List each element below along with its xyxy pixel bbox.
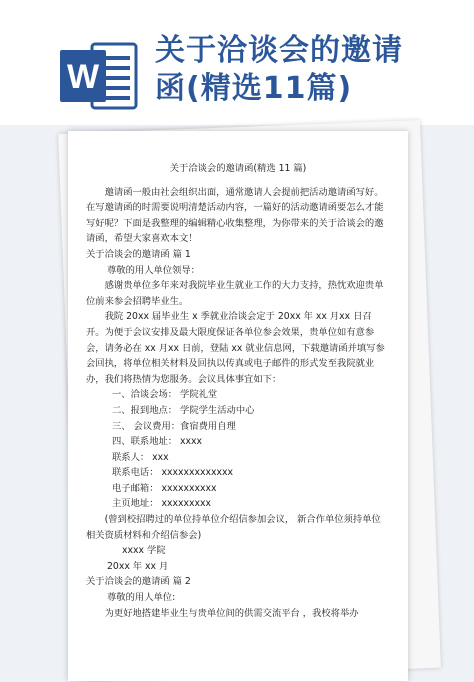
- signature-organization: xxxx 学院: [122, 545, 166, 557]
- homepage-address: 主页地址： xxxxxxxxx: [112, 498, 211, 510]
- salutation-1: 尊敬的用人单位领导：: [107, 264, 200, 276]
- banner-title-line-2: 函(精选11篇): [155, 71, 353, 106]
- section-2-title: 关于洽谈会的邀请函 篇 2: [86, 576, 191, 588]
- attendance-note: (曾到校招聘过的单位持单位介绍信参加会议， 新合作单位须持单位相关资质材料和介绍信参会): [86, 514, 381, 541]
- paragraph-section-2: 为更好地搭建毕业生与贵单位间的供需交流平台 ，我校将举办: [104, 607, 359, 619]
- contact-email: 电子邮箱： xxxxxxxxxx: [112, 482, 217, 494]
- item-checkin: 二、报到地点： 学院学生活动中心: [112, 404, 255, 416]
- item-address: 四、联系地址： xxxx: [112, 436, 203, 448]
- item-venue: 一、洽谈会场： 学院礼堂: [112, 389, 218, 401]
- document-body: [86, 161, 390, 621]
- title-banner: [0, 0, 474, 125]
- spacer: [86, 177, 390, 185]
- paragraph-thanks: 感谢贵单位多年来对我院毕业生就业工作的大力支持，热忱欢迎贵单位前来参会招聘毕业生。: [86, 280, 384, 307]
- document-page: [68, 131, 408, 681]
- word-document-icon: [58, 36, 140, 118]
- intro-paragraph: 邀请函一般由社会组织出面，通常邀请人会提前把活动邀请函写好。在写邀请函的时需要说明清楚活动内容，一篇好的活动邀请函要怎么才能写好呢？下面是我整理的编辑精心收集整理，为你带来的关于洽谈会的邀请函，希望大家喜欢本文！: [86, 186, 384, 245]
- section-1-title: 关于洽谈会的邀请函 篇 1: [86, 248, 191, 260]
- word-logo-letter: W: [66, 58, 100, 96]
- signature-date: 20xx 年 xx 月: [107, 560, 169, 572]
- salutation-2: 尊敬的用人单位:: [107, 592, 176, 604]
- paragraph-meeting-details: 我院 20xx 届毕业生 x 季就业洽谈会定于 20xx 年 xx 月xx 日召开。为便于会议安排及最大限度保证各单位参会效果，贵单位如有意参会，请务必在 xx 月xx 日前，登陆 xx 就业信息网，下载邀请函并填写参会回执，将单位相关材料及回执以传真或电子邮件的形式发至我院就业办，我们将热情为您服务。会议具体事宜如下：: [86, 311, 385, 385]
- document-heading: 关于洽谈会的邀请函(精选 11 篇): [169, 163, 307, 174]
- banner-title-line-1: 关于洽谈会的邀请: [155, 33, 403, 68]
- contact-person: 联系人： xxx: [112, 451, 169, 463]
- item-fees: 三、 会议费用：食宿费用自理: [112, 420, 236, 432]
- contact-phone: 联系电话： xxxxxxxxxxxxx: [112, 467, 233, 479]
